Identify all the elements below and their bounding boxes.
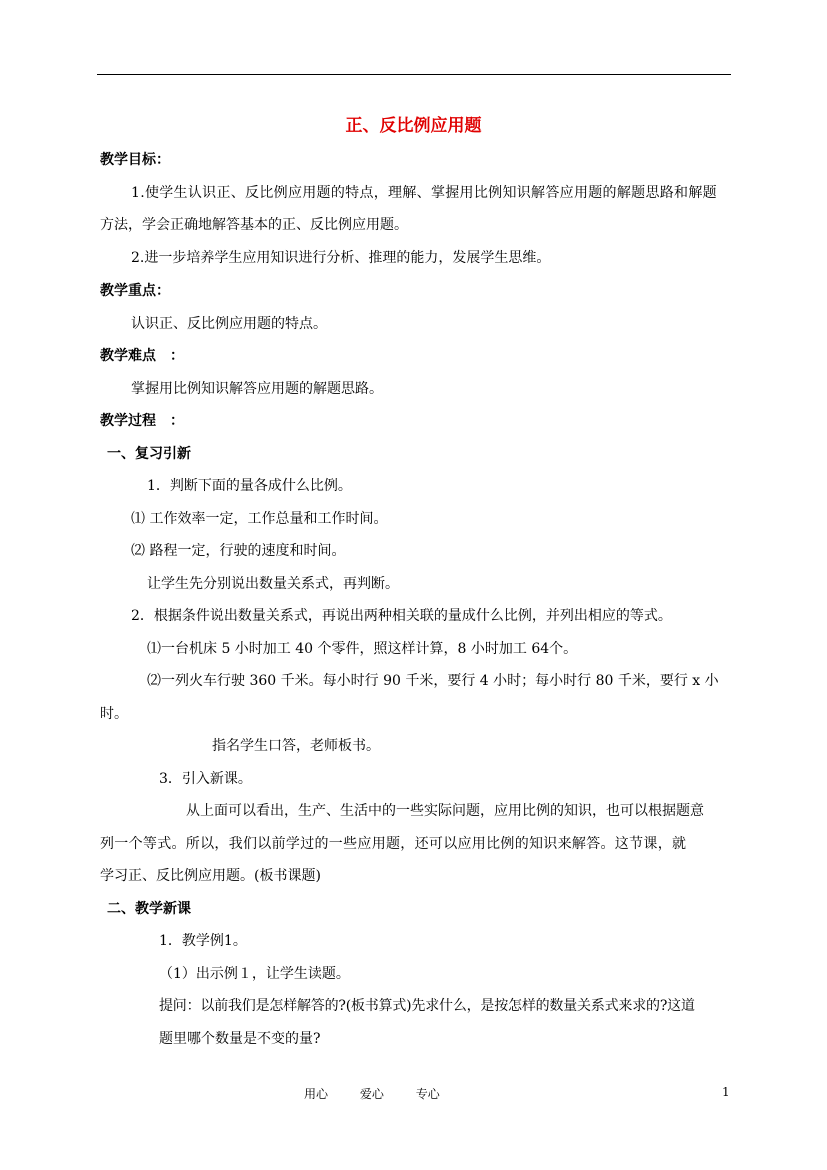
heading-key-points: 教学重点： <box>100 283 170 299</box>
heading-process: 教学过程 ： <box>100 413 184 429</box>
footer-motto: 专心 <box>415 1087 440 1101</box>
paragraph-line: 2.进一步培养学生应用知识进行分析、推理的能力，发展学生思维。 <box>131 250 551 266</box>
paragraph-line: 列一个等式。所以，我们以前学过的一些应用题，还可以应用比例的知识来解答。这节课，就 <box>100 836 687 852</box>
paragraph-line: 从上面可以看出，生产、生活中的一些实际问题，应用比例的知识，也可以根据题意 <box>186 803 704 819</box>
paragraph-line: 指名学生口答，老师板书。 <box>212 738 380 754</box>
heading-objectives: 教学目标： <box>100 152 170 168</box>
section-heading: 二、教学新课 <box>107 901 191 917</box>
paragraph-line: 提问：以前我们是怎样解答的?(板书算式)先求什么，是按怎样的数量关系式来求的?这道 <box>159 998 695 1014</box>
paragraph-line: ⑵ 路程一定，行驶的速度和时间。 <box>131 543 346 559</box>
paragraph-line: ⑵一列火车行驶 360 千米。每小时行 90 千米，要行 4 小时；每小时行 80 千米，要行 x 小 <box>147 673 719 689</box>
footer-mottos <box>304 1085 468 1102</box>
paragraph-line: 2．根据条件说出数量关系式，再说出两种相关联的量成什么比例，并列出相应的等式。 <box>131 608 672 624</box>
paragraph-line: ⑴ 工作效率一定，工作总量和工作时间。 <box>131 511 388 527</box>
paragraph-line: （1）出示例１，让学生读题。 <box>159 966 350 982</box>
section-heading: 一、复习引新 <box>107 446 191 462</box>
paragraph-line: 认识正、反比例应用题的特点。 <box>131 316 327 332</box>
paragraph-line: ⑴一台机床 5 小时加工 40 个零件，照这样计算，8 小时加工 64个。 <box>147 641 578 657</box>
paragraph-line: 题里哪个数量是不变的量? <box>159 1031 321 1047</box>
paragraph-line: 方法，学会正确地解答基本的正、反比例应用题。 <box>100 217 408 233</box>
paragraph-line: 时。 <box>100 706 128 722</box>
heading-difficulties: 教学难点 ： <box>100 348 184 364</box>
paragraph-line: 掌握用比例知识解答应用题的解题思路。 <box>131 381 383 397</box>
document-title: 正、反比例应用题 <box>345 116 482 136</box>
footer-motto: 爱心 <box>359 1087 384 1101</box>
header-rule <box>97 74 731 75</box>
page-number: 1 <box>722 1085 730 1099</box>
paragraph-line: 让学生先分别说出数量关系式，再判断。 <box>147 576 399 592</box>
paragraph-line: 1．教学例1。 <box>159 933 247 949</box>
paragraph-line: 1.使学生认识正、反比例应用题的特点，理解、掌握用比例知识解答应用题的解题思路和解题 <box>131 185 717 201</box>
paragraph-line: 3．引入新课。 <box>159 771 252 787</box>
footer-motto: 用心 <box>304 1087 329 1101</box>
paragraph-line: 学习正、反比例应用题。(板书课题) <box>100 868 321 884</box>
paragraph-line: 1．判断下面的量各成什么比例。 <box>147 478 352 494</box>
